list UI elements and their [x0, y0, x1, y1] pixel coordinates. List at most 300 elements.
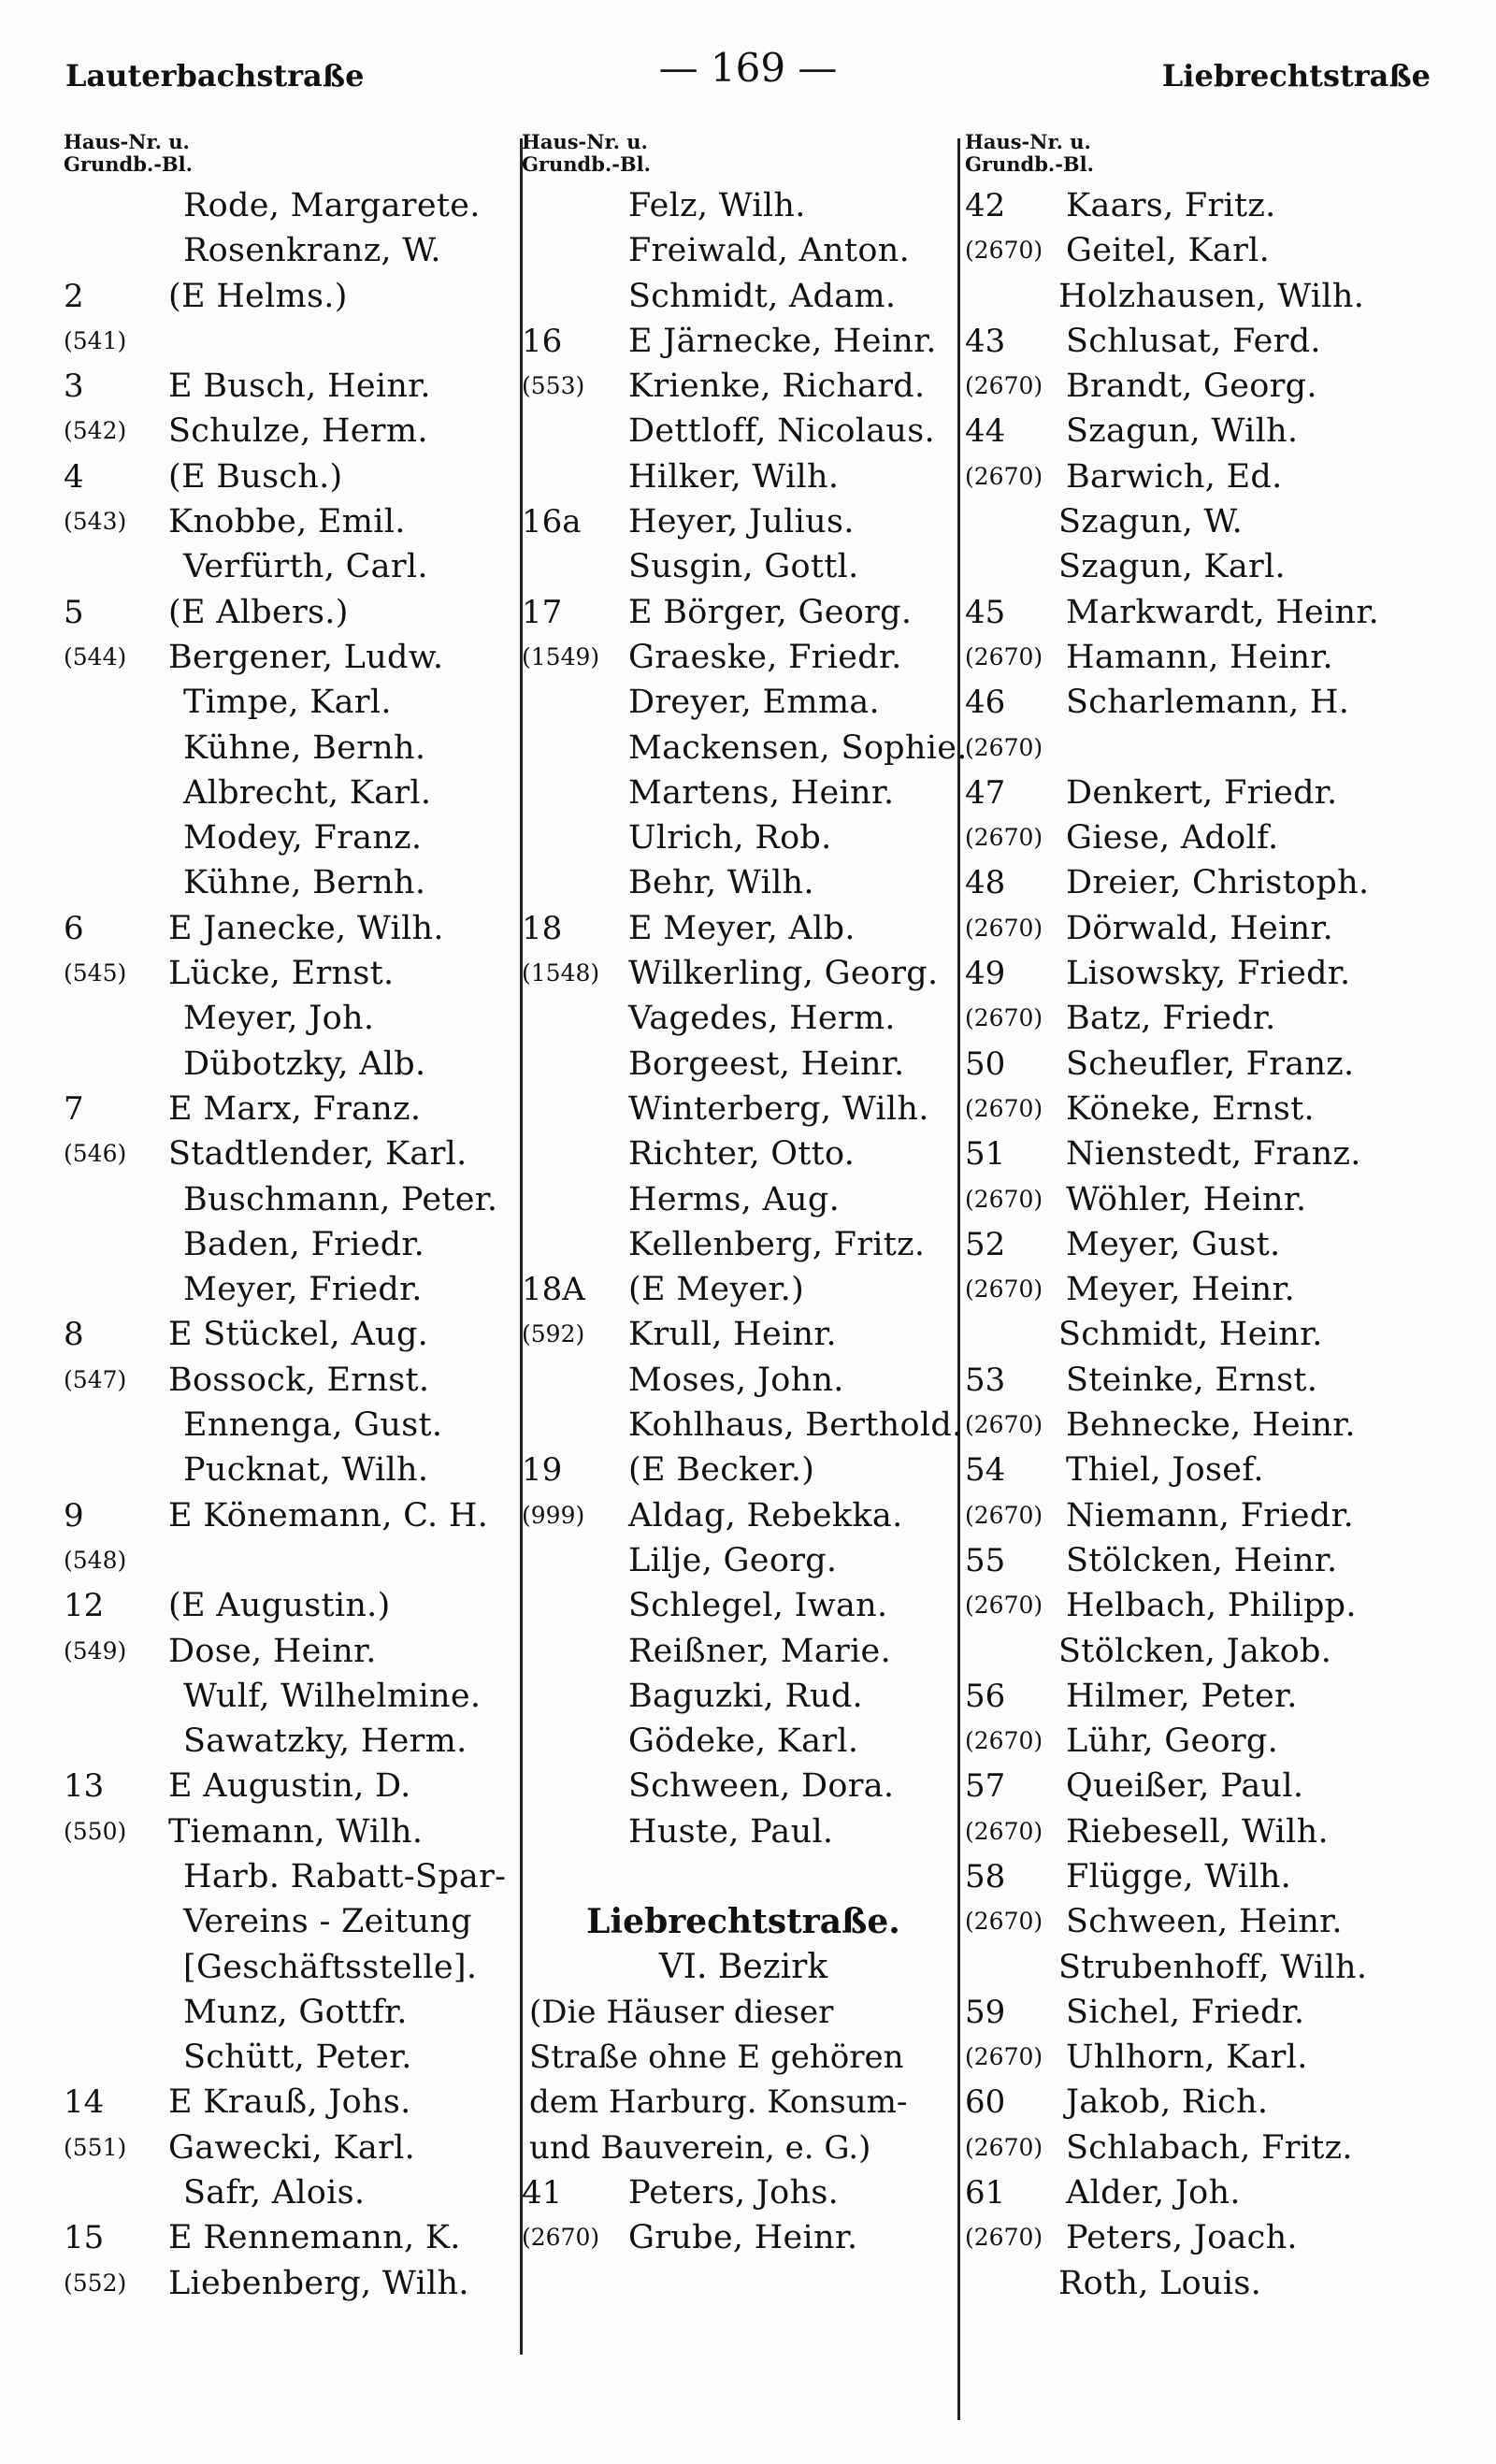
directory-entry — [64, 906, 512, 951]
resident-name: Meyer, Gust. — [1066, 1225, 1281, 1263]
land-register-number: (2670) — [965, 1727, 1043, 1755]
resident-name: E Busch, Heinr. — [168, 367, 431, 406]
resident-name: Giese, Adolf. — [1066, 819, 1279, 857]
directory-entry — [522, 1583, 965, 1628]
resident-name: Queißer, Paul. — [1066, 1767, 1304, 1806]
house-number: 46 — [965, 684, 1006, 722]
directory-entry — [965, 228, 1432, 273]
resident-name: Aldag, Rebekka. — [628, 1496, 903, 1535]
directory-entry — [965, 364, 1432, 409]
resident-name: Sawatzky, Herm. — [183, 1722, 468, 1761]
resident-name: Susgin, Gottl. — [628, 548, 859, 586]
resident-name: Dreyer, Emma. — [628, 684, 880, 722]
directory-entry — [965, 906, 1432, 951]
directory-entry — [64, 2215, 512, 2260]
directory-entry — [965, 1854, 1432, 1899]
house-number: 54 — [965, 1451, 1006, 1490]
resident-name: Lücke, Ernst. — [168, 955, 395, 993]
resident-name: Dose, Heinr. — [168, 1632, 377, 1670]
land-register-number: (2670) — [522, 2224, 600, 2252]
directory-entry — [965, 544, 1432, 589]
directory-entry — [965, 1222, 1432, 1267]
directory-entry — [522, 726, 968, 771]
resident-name: Lilje, Georg. — [628, 1541, 838, 1579]
directory-entry — [522, 1809, 965, 1854]
directory-entry — [64, 680, 512, 725]
directory-entry — [522, 1131, 965, 1176]
resident-name: Wulf, Wilhelmine. — [183, 1677, 482, 1715]
resident-name: Ulrich, Rob. — [628, 819, 832, 857]
resident-name: Szagun, Wilh. — [1066, 412, 1299, 451]
land-register-number: (547) — [64, 1365, 127, 1393]
resident-name: Gödeke, Karl. — [628, 1722, 859, 1761]
directory-entry — [64, 1042, 512, 1087]
land-register-number: (2670) — [965, 237, 1043, 265]
directory-entry — [965, 1358, 1432, 1403]
directory-entry — [64, 1448, 512, 1492]
directory-entry — [64, 590, 512, 635]
entry-list — [64, 183, 512, 2306]
resident-name: Schlegel, Iwan. — [628, 1587, 888, 1625]
resident-name: Peters, Joach. — [1066, 2219, 1298, 2257]
resident-name: Grube, Heinr. — [628, 2219, 858, 2257]
directory-entry — [64, 1945, 512, 1990]
directory-entry — [965, 860, 1432, 905]
resident-name: Richter, Otto. — [628, 1135, 856, 1174]
directory-entry — [64, 1629, 512, 1674]
resident-name: Timpe, Karl. — [183, 684, 392, 722]
directory-entry — [965, 2035, 1432, 2080]
resident-name: E Krauß, Johs. — [168, 2083, 411, 2122]
directory-entry — [64, 2261, 512, 2306]
house-number: 60 — [965, 2083, 1006, 2122]
directory-entry — [522, 951, 965, 996]
house-number: 7 — [64, 1089, 84, 1128]
resident-name: Denkert, Friedr. — [1066, 773, 1338, 812]
directory-entry — [965, 1042, 1432, 1087]
house-number: 15 — [64, 2219, 105, 2257]
resident-name: Gawecki, Karl. — [168, 2128, 416, 2167]
resident-name: Stadtlender, Karl. — [168, 1135, 468, 1174]
land-register-number: (549) — [64, 1636, 127, 1664]
directory-entry — [64, 996, 512, 1041]
page-number: — 169 — — [658, 45, 838, 91]
resident-name: E Meyer, Alb. — [628, 909, 856, 947]
resident-name: Reißner, Marie. — [628, 1632, 891, 1670]
directory-entry — [965, 635, 1432, 680]
resident-name: Stölcken, Heinr. — [1066, 1541, 1338, 1579]
directory-entry — [522, 319, 965, 364]
land-register-number: (2670) — [965, 733, 1043, 761]
resident-name: Scharlemann, H. — [1066, 684, 1350, 722]
resident-name: Kaars, Fritz. — [1066, 187, 1276, 224]
resident-name: Roth, Louis. — [1058, 2264, 1262, 2302]
directory-entry — [965, 996, 1432, 1041]
directory-entry — [965, 1719, 1432, 1764]
directory-entry — [64, 409, 512, 454]
resident-name: Scheufler, Franz. — [1066, 1045, 1355, 1083]
land-register-number: (548) — [64, 1546, 127, 1574]
land-register-number: (544) — [64, 642, 127, 670]
house-number: 49 — [965, 955, 1006, 993]
house-number: 53 — [965, 1361, 1006, 1399]
entry-list — [965, 183, 1432, 2306]
directory-entry — [64, 454, 512, 499]
resident-name: Albrecht, Karl. — [183, 773, 432, 812]
directory-entry — [965, 1177, 1432, 1222]
directory-entry — [965, 319, 1432, 364]
column-header: Haus-Nr. u. Grundb.-Bl. — [522, 130, 651, 176]
resident-name: Krienke, Richard. — [628, 367, 926, 406]
house-number: 16 — [522, 322, 563, 360]
house-number: 5 — [64, 593, 84, 631]
land-register-number: (2670) — [965, 1908, 1043, 1936]
land-register-number: (2670) — [965, 1094, 1043, 1122]
resident-name: Barwich, Ed. — [1066, 457, 1283, 496]
resident-name: Dübotzky, Alb. — [183, 1045, 426, 1083]
land-register-number: (2670) — [965, 2224, 1043, 2252]
directory-entry — [64, 1358, 512, 1403]
resident-name: Kohlhaus, Berthold. — [628, 1406, 963, 1445]
house-number: 52 — [965, 1225, 1006, 1263]
directory-entry — [965, 1087, 1432, 1131]
house-number: 13 — [64, 1767, 105, 1806]
house-number: 51 — [965, 1135, 1006, 1174]
resident-name: Martens, Heinr. — [628, 773, 895, 812]
land-register-number: (592) — [522, 1320, 585, 1348]
resident-name: Meyer, Heinr. — [1066, 1271, 1296, 1309]
directory-entry — [965, 499, 1432, 544]
directory-entry — [522, 2170, 965, 2215]
directory-entry — [965, 1899, 1432, 1944]
resident-name: Schulze, Herm. — [168, 412, 428, 451]
directory-entry — [965, 1493, 1432, 1538]
resident-name: Hamann, Heinr. — [1066, 638, 1333, 676]
column-3 — [965, 131, 1432, 2441]
resident-name: Ennenga, Gust. — [183, 1406, 443, 1445]
house-number: 18 — [522, 909, 563, 947]
directory-entry — [64, 2125, 512, 2170]
resident-name: Lisowsky, Friedr. — [1066, 955, 1351, 993]
directory-entry — [64, 1764, 512, 1808]
resident-name: Liebenberg, Wilh. — [168, 2264, 469, 2302]
resident-name: Harb. Rabatt-Spar- — [183, 1857, 507, 1895]
directory-entry — [522, 1719, 965, 1764]
directory-entry — [522, 454, 965, 499]
directory-entry — [64, 1809, 512, 1854]
directory-entry — [64, 726, 512, 771]
house-number: 17 — [522, 593, 563, 631]
directory-entry — [64, 1267, 512, 1312]
resident-name: Schmidt, Heinr. — [1058, 1316, 1323, 1354]
house-number: 50 — [965, 1045, 1006, 1083]
resident-name: Dreier, Christoph. — [1066, 864, 1370, 902]
land-register-number: (2670) — [965, 1592, 1043, 1620]
resident-name: Bossock, Ernst. — [168, 1361, 430, 1399]
resident-name: Wilkerling, Georg. — [628, 955, 939, 993]
land-register-number: (2670) — [965, 642, 1043, 670]
resident-name: Köneke, Ernst. — [1066, 1089, 1315, 1128]
land-register-number: (1548) — [522, 959, 600, 987]
resident-name: Behr, Wilh. — [628, 864, 814, 902]
directory-entry — [64, 1403, 512, 1448]
directory-entry — [965, 815, 1432, 860]
column-2 — [522, 130, 968, 2441]
directory-entry — [64, 1087, 512, 1131]
directory-entry — [64, 2080, 512, 2125]
resident-name: E Augustin, D. — [168, 1767, 411, 1806]
resident-name: Batz, Friedr. — [1066, 1000, 1276, 1038]
resident-name: (E Busch.) — [168, 457, 343, 496]
directory-entry — [965, 454, 1432, 499]
directory-entry — [522, 228, 965, 273]
land-register-number: (552) — [64, 2269, 127, 2297]
land-register-number: (2670) — [965, 1501, 1043, 1529]
land-register-number: (2670) — [965, 2043, 1043, 2071]
directory-entry — [522, 860, 965, 905]
house-number: 43 — [965, 322, 1006, 360]
directory-entry — [965, 2080, 1432, 2125]
directory-entry — [965, 274, 1432, 319]
resident-name: Rode, Margarete. — [183, 187, 481, 224]
house-number: 55 — [965, 1541, 1006, 1579]
land-register-number: (553) — [522, 372, 585, 400]
resident-name: Pucknat, Wilh. — [183, 1451, 429, 1490]
land-register-number: (543) — [64, 508, 127, 536]
resident-name: Flügge, Wilh. — [1066, 1857, 1292, 1895]
resident-name: Winterberg, Wilh. — [628, 1089, 929, 1128]
directory-entry — [522, 409, 965, 454]
resident-name: Knobbe, Emil. — [168, 503, 406, 541]
directory-entry — [522, 1087, 965, 1131]
directory-entry — [64, 1719, 512, 1764]
land-register-number: (2670) — [965, 372, 1043, 400]
column-header: Haus-Nr. u. Grundb.-Bl. — [965, 130, 1094, 176]
house-number: 9 — [64, 1496, 84, 1535]
directory-entry — [64, 499, 512, 544]
resident-name: Vereins - Zeitung — [183, 1903, 472, 1941]
land-register-number: (2670) — [965, 1004, 1043, 1032]
resident-name: E Marx, Franz. — [168, 1089, 422, 1128]
directory-entry — [64, 544, 512, 589]
directory-entry — [965, 951, 1432, 996]
resident-name: Strubenhoff, Wilh. — [1058, 1948, 1368, 1986]
resident-name: Jakob, Rich. — [1066, 2083, 1269, 2122]
resident-name: Thiel, Josef. — [1066, 1451, 1264, 1490]
resident-name: Mackensen, Sophie. — [628, 728, 968, 767]
directory-entry — [522, 1267, 965, 1312]
land-register-number: (550) — [64, 1817, 127, 1845]
resident-name: Behnecke, Heinr. — [1066, 1406, 1356, 1445]
directory-entry — [965, 1538, 1432, 1583]
house-number: 48 — [965, 864, 1006, 902]
resident-name: Hilker, Wilh. — [628, 457, 840, 496]
resident-name: E Börger, Georg. — [628, 593, 913, 631]
directory-entry — [64, 1222, 512, 1267]
resident-name: Szagun, W. — [1058, 503, 1244, 541]
resident-name: [Geschäftsstelle]. — [183, 1948, 478, 1986]
directory-entry — [965, 1629, 1432, 1674]
resident-name: Munz, Gottfr. — [183, 1993, 408, 2031]
entry-list — [522, 183, 968, 1854]
directory-entry — [965, 1990, 1432, 2035]
directory-entry — [522, 1493, 965, 1538]
land-register-number: (546) — [64, 1140, 127, 1168]
house-number: 2 — [64, 277, 84, 315]
resident-name: Nienstedt, Franz. — [1066, 1135, 1361, 1174]
directory-entry — [965, 1131, 1432, 1176]
resident-name: Riebesell, Wilh. — [1066, 1812, 1329, 1851]
land-register-number: (999) — [522, 1501, 585, 1529]
resident-name: Kühne, Bernh. — [183, 864, 426, 902]
resident-name: Baden, Friedr. — [183, 1225, 425, 1263]
directory-entry — [965, 1945, 1432, 1990]
directory-entry — [522, 815, 965, 860]
land-register-number: (2670) — [965, 462, 1043, 490]
house-number: 8 — [64, 1316, 84, 1354]
resident-name: Niemann, Friedr. — [1066, 1496, 1355, 1535]
directory-entry — [64, 274, 512, 319]
land-register-number: (551) — [64, 2133, 127, 2161]
directory-entry — [522, 1629, 965, 1674]
resident-name: Buschmann, Peter. — [183, 1180, 498, 1218]
house-number: 61 — [965, 2174, 1006, 2212]
resident-name: Huste, Paul. — [628, 1812, 834, 1851]
resident-name: (E Helms.) — [168, 277, 348, 315]
house-number: 42 — [965, 187, 1006, 224]
entry-list — [522, 2170, 965, 2261]
land-register-number: (2670) — [965, 1411, 1043, 1439]
directory-entry — [64, 364, 512, 409]
resident-name: Sichel, Friedr. — [1066, 1993, 1305, 2031]
column-1 — [64, 131, 512, 2441]
directory-entry — [522, 771, 965, 815]
directory-entry — [64, 319, 512, 364]
resident-name: Kellenberg, Fritz. — [628, 1225, 926, 1263]
directory-entry — [522, 1538, 965, 1583]
directory-entry — [965, 1809, 1432, 1854]
resident-name: Freiwald, Anton. — [628, 232, 911, 270]
directory-entry — [965, 183, 1432, 228]
resident-name: Baguzki, Rud. — [628, 1677, 863, 1715]
house-number: 56 — [965, 1677, 1006, 1715]
directory-entry — [64, 1493, 512, 1538]
resident-name: Vagedes, Herm. — [628, 1000, 896, 1038]
directory-entry — [522, 635, 965, 680]
resident-name: Uhlhorn, Karl. — [1066, 2039, 1308, 2077]
directory-entry — [522, 1177, 965, 1222]
section-title: Liebrechtstraße. — [586, 1902, 900, 1942]
column-header: Haus-Nr. u. Grundb.-Bl. — [64, 130, 193, 176]
land-register-number: (1549) — [522, 642, 600, 670]
directory-entry — [64, 1583, 512, 1628]
directory-entry — [522, 996, 965, 1041]
resident-name: (E Becker.) — [628, 1451, 815, 1490]
directory-entry — [64, 635, 512, 680]
directory-entry — [64, 1538, 512, 1583]
directory-entry — [64, 860, 512, 905]
resident-name: Felz, Wilh. — [628, 187, 806, 224]
house-number: 4 — [64, 457, 84, 496]
resident-name: Dettloff, Nicolaus. — [628, 412, 935, 451]
directory-entry — [522, 499, 965, 544]
house-number: 59 — [965, 1993, 1006, 2031]
land-register-number: (2670) — [965, 2133, 1043, 2161]
resident-name: Krull, Heinr. — [628, 1316, 837, 1354]
section-district: VI. Bezirk — [658, 1947, 828, 1986]
land-register-number: (2670) — [965, 824, 1043, 852]
directory-entry — [522, 183, 965, 228]
directory-entry — [965, 726, 1432, 771]
resident-name: E Janecke, Wilh. — [168, 909, 444, 947]
directory-entry — [522, 590, 965, 635]
house-number: 3 — [64, 367, 84, 406]
land-register-number: (541) — [64, 326, 127, 354]
directory-entry — [522, 1222, 965, 1267]
running-head-right: Liebrechtstraße — [1161, 58, 1431, 94]
resident-name: (E Meyer.) — [628, 1271, 805, 1309]
directory-entry — [965, 1764, 1432, 1808]
directory-entry — [965, 2170, 1432, 2215]
directory-entry — [64, 183, 512, 228]
resident-name: Rosenkranz, W. — [183, 232, 441, 270]
directory-entry — [965, 1583, 1432, 1628]
page-header — [0, 37, 1496, 103]
house-number: 16a — [522, 503, 582, 541]
directory-entry — [522, 544, 965, 589]
resident-name: Hilmer, Peter. — [1066, 1677, 1298, 1715]
directory-entry — [522, 1764, 965, 1808]
resident-name: Heyer, Julius. — [628, 503, 855, 541]
directory-entry — [965, 680, 1432, 725]
house-number: 47 — [965, 773, 1006, 812]
resident-name: Modey, Franz. — [183, 819, 423, 857]
directory-entry — [64, 951, 512, 996]
directory-entry — [965, 1403, 1432, 1448]
directory-entry — [522, 1358, 965, 1403]
house-number: 58 — [965, 1857, 1006, 1895]
land-register-number: (2670) — [965, 1817, 1043, 1845]
directory-entry — [965, 590, 1432, 635]
directory-entry — [64, 1674, 512, 1719]
house-number: 45 — [965, 593, 1006, 631]
resident-name: Dörwald, Heinr. — [1066, 909, 1334, 947]
resident-name: Schmidt, Adam. — [628, 277, 897, 315]
directory-entry — [965, 2215, 1432, 2260]
resident-name: Stölcken, Jakob. — [1058, 1632, 1332, 1670]
directory-entry — [522, 680, 965, 725]
house-number: 18A — [522, 1271, 585, 1309]
directory-entry — [522, 1042, 965, 1087]
resident-name: Schütt, Peter. — [183, 2039, 412, 2077]
resident-name: Markwardt, Heinr. — [1066, 593, 1380, 631]
resident-name: Helbach, Philipp. — [1066, 1587, 1357, 1625]
resident-name: E Järnecke, Heinr. — [628, 322, 937, 360]
resident-name: Bergener, Ludw. — [168, 638, 444, 676]
directory-entry — [522, 274, 965, 319]
resident-name: Tiemann, Wilh. — [168, 1812, 424, 1851]
resident-name: Steinke, Ernst. — [1066, 1361, 1318, 1399]
resident-name: Schween, Dora. — [628, 1767, 895, 1806]
resident-name: E Könemann, C. H. — [168, 1496, 489, 1535]
directory-entry — [522, 1448, 965, 1492]
directory-entry — [965, 1267, 1432, 1312]
resident-name: E Rennemann, K. — [168, 2219, 461, 2257]
resident-name: Safr, Alois. — [183, 2174, 366, 2212]
directory-entry — [965, 1674, 1432, 1719]
house-number: 19 — [522, 1451, 563, 1490]
directory-entry — [64, 1177, 512, 1222]
